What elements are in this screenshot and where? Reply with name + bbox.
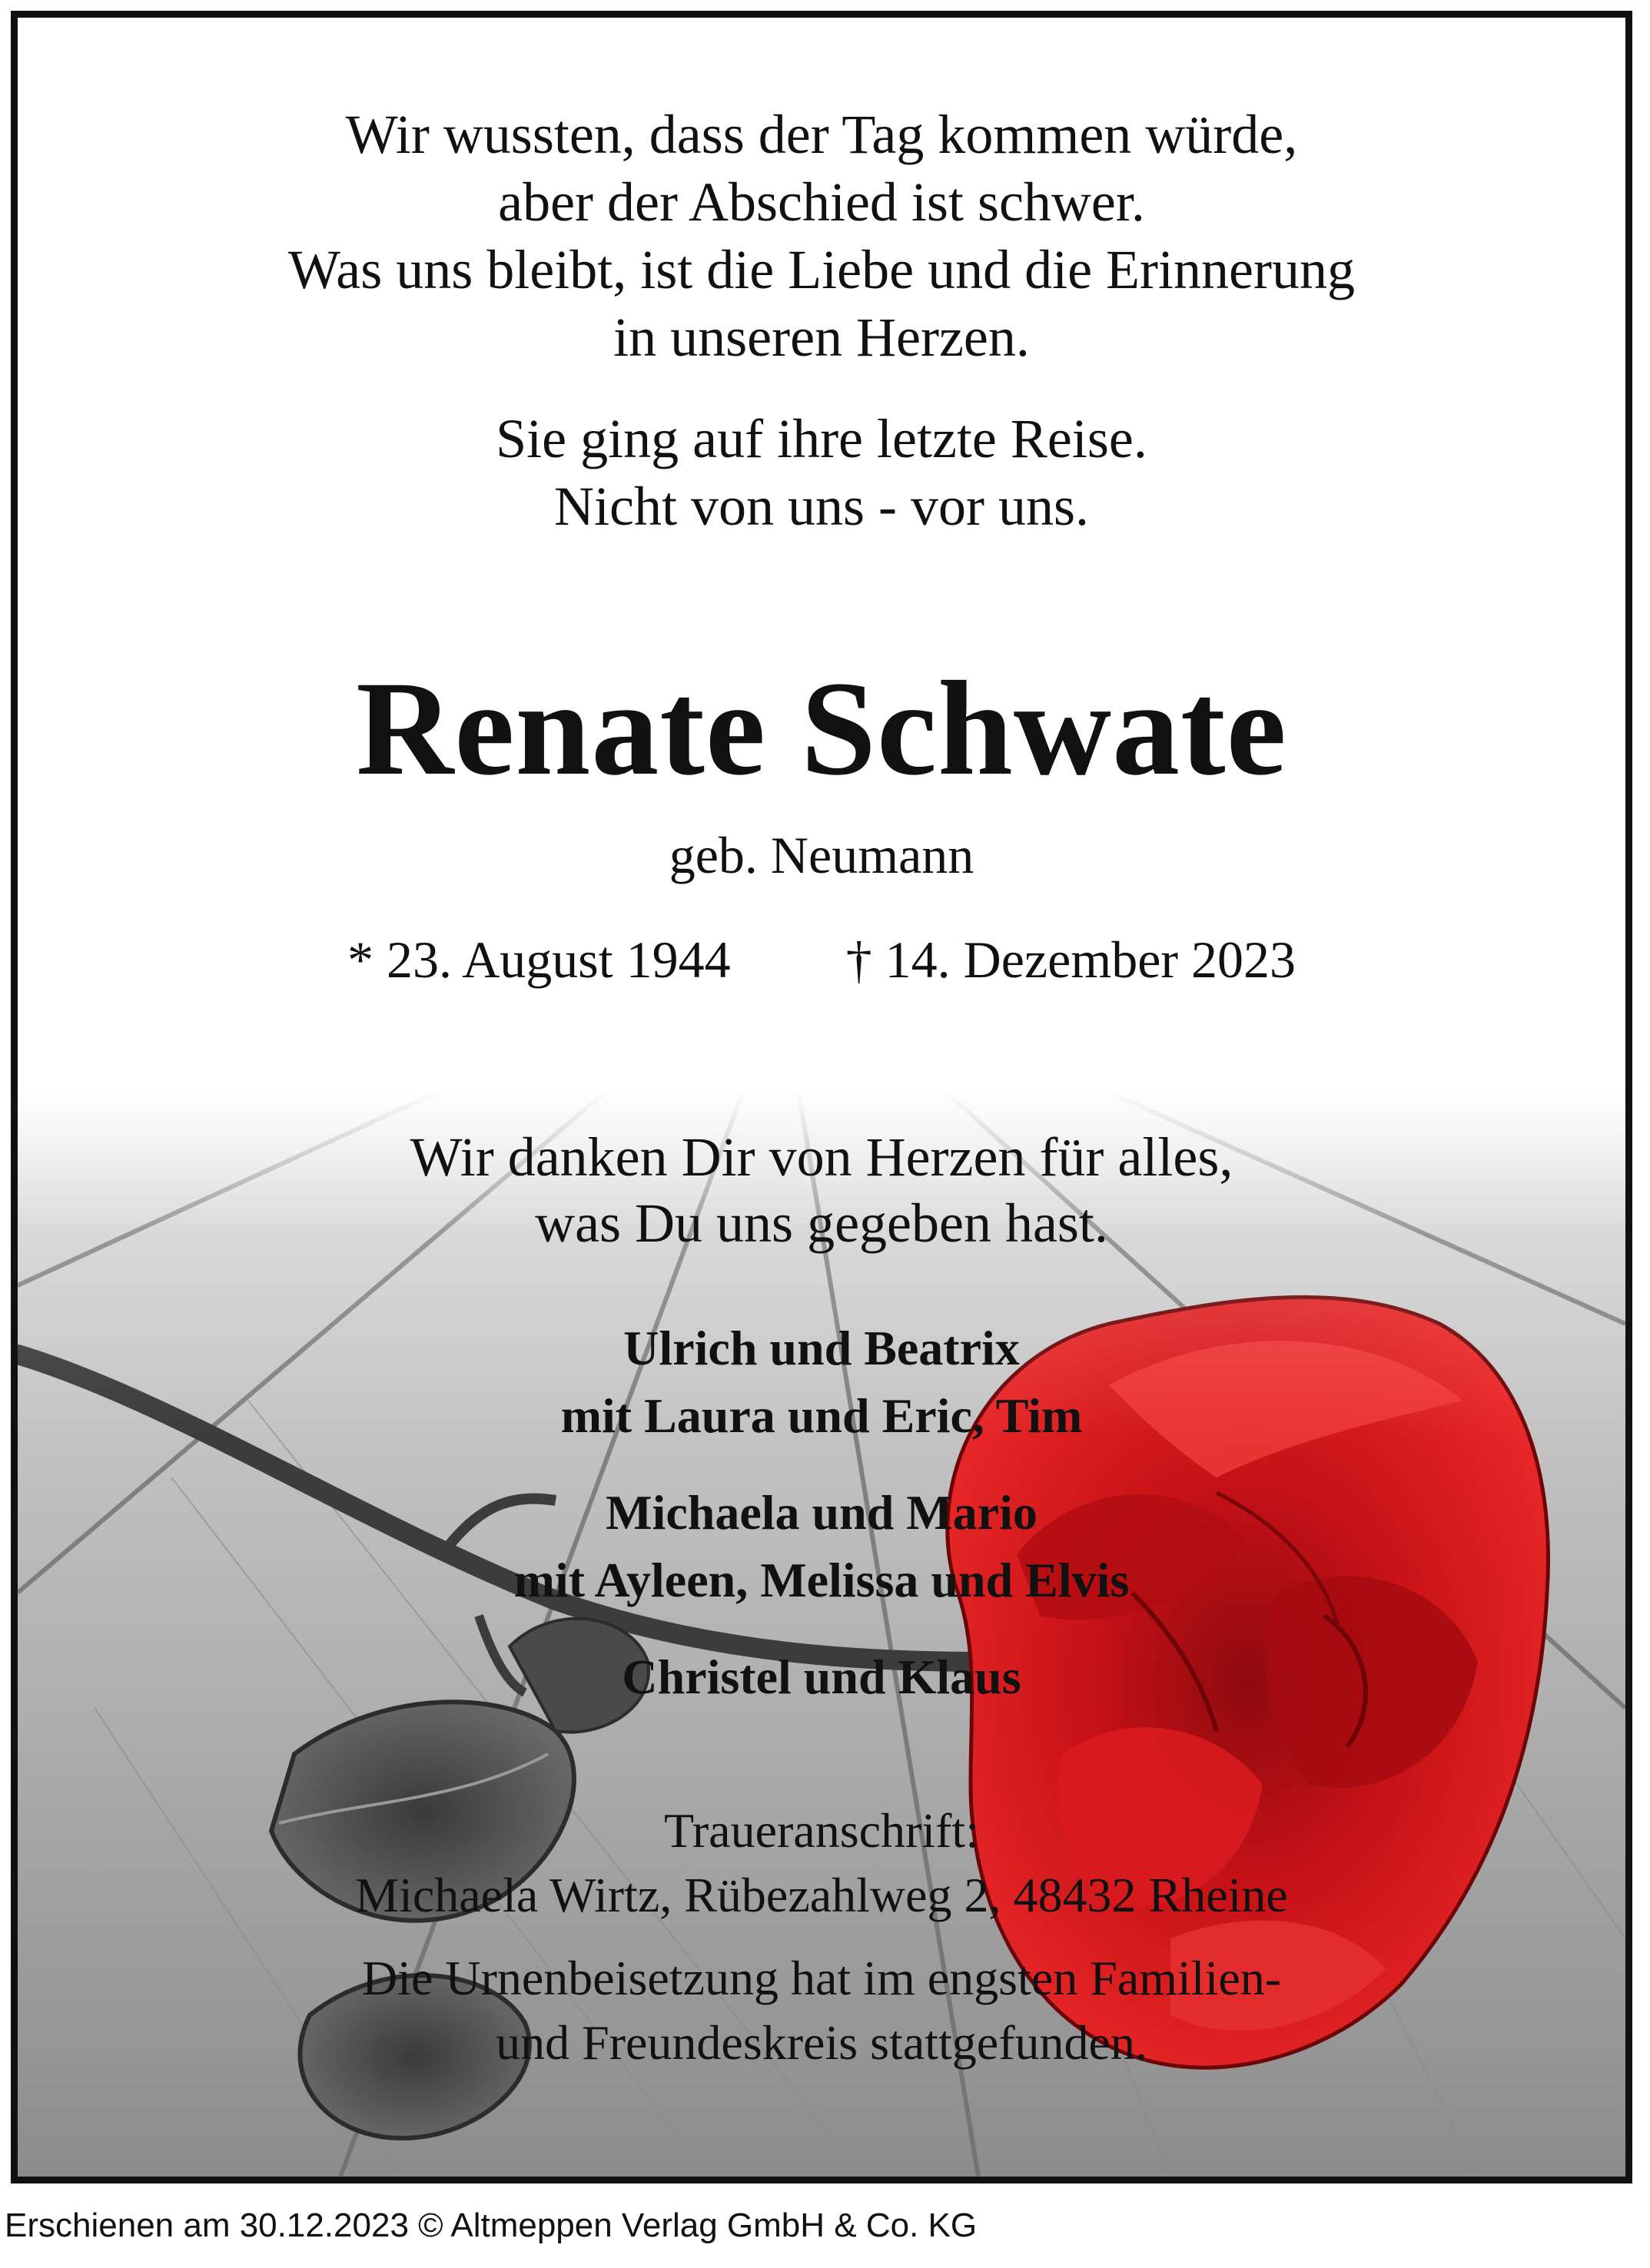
family-list xyxy=(18,1315,1625,1711)
thanks-line: was Du uns gegeben hast. xyxy=(535,1192,1108,1254)
life-dates xyxy=(18,929,1625,990)
family-line: Christel und Klaus xyxy=(622,1650,1021,1704)
verse-line: Wir wussten, dass der Tag kommen würde, xyxy=(345,104,1298,165)
verse-line: Was uns bleibt, ist die Liebe und die Erinnerung xyxy=(288,239,1355,300)
verse-line: aber der Abschied ist schwer. xyxy=(498,171,1145,233)
deceased-name: Renate Schwate xyxy=(356,654,1287,804)
family-line: Michaela und Mario xyxy=(606,1485,1037,1540)
family-line: mit Ayleen, Melissa und Elvis xyxy=(513,1553,1130,1607)
verse-line: Nicht von uns - vor uns. xyxy=(554,476,1089,537)
mourning-address xyxy=(18,1799,1625,1928)
born-name: geb. Neumann xyxy=(669,826,974,884)
burial-note xyxy=(18,1946,1625,2075)
address-label: Traueranschrift: xyxy=(664,1803,979,1858)
family-line: mit Laura und Eric, Tim xyxy=(560,1388,1083,1443)
note-line: und Freundeskreis stattgefunden. xyxy=(496,2015,1147,2070)
opening-verse xyxy=(18,101,1625,371)
birth-date: * 23. August 1944 xyxy=(347,930,731,989)
death-date: † 14. Dezember 2023 xyxy=(845,930,1296,989)
verse-line: Sie ging auf ihre letzte Reise. xyxy=(496,408,1147,469)
verse-line: in unseren Herzen. xyxy=(613,307,1030,368)
thanks-text xyxy=(18,1124,1625,1256)
family-line: Ulrich und Beatrix xyxy=(623,1321,1020,1375)
obituary-notice xyxy=(11,11,1632,2183)
second-verse xyxy=(18,405,1625,540)
thanks-line: Wir danken Dir von Herzen für alles, xyxy=(410,1126,1233,1188)
publication-footer: Erschienen am 30.12.2023 © Altmeppen Verlag GmbH & Co. KG xyxy=(5,2207,978,2244)
address-text: Michaela Wirtz, Rübezahlweg 2, 48432 Rheine xyxy=(355,1868,1288,1922)
note-line: Die Urnenbeisetzung hat im engsten Familien- xyxy=(361,1951,1282,2005)
